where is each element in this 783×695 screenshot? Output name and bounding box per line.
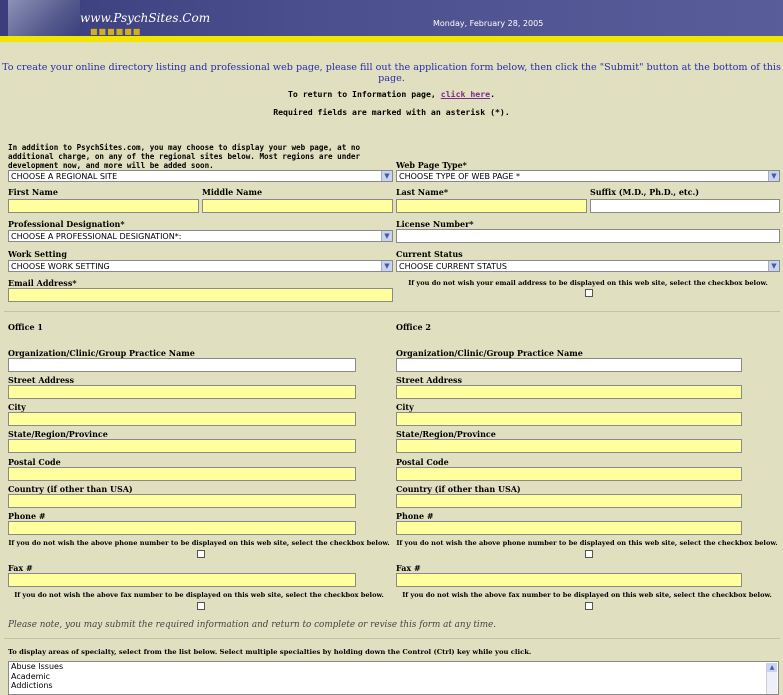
logo-image <box>8 0 80 36</box>
office1-phone-label: Phone # <box>8 511 46 521</box>
last-name-input[interactable] <box>396 199 587 213</box>
last-name-label: Last Name* <box>396 187 449 197</box>
email-hide-note: If you do not wish your email address to be displayed on this web site, select the checkbox below. <box>408 279 768 287</box>
web-page-type-label: Web Page Type* <box>396 160 467 170</box>
regional-site-value: CHOOSE A REGIONAL SITE <box>11 172 118 181</box>
office2-phone-input[interactable] <box>396 521 742 535</box>
office1-city-label: City <box>8 402 26 412</box>
suffix-label: Suffix (M.D., Ph.D., etc.) <box>590 187 700 197</box>
office1-phone-note: If you do not wish the above phone number to be displayed on this web site, select the checkbox below. <box>8 539 390 547</box>
office1-fax-label: Fax # <box>8 563 33 573</box>
office2-country-input[interactable] <box>396 494 742 508</box>
chevron-down-icon: ▼ <box>381 231 392 241</box>
office1-org-input[interactable] <box>8 358 356 372</box>
office1-phone-input[interactable] <box>8 521 356 535</box>
middle-name-input[interactable] <box>202 199 393 213</box>
office2-title: Office 2 <box>396 322 431 332</box>
specialty-option[interactable]: Abuse Issues <box>11 662 64 671</box>
office2-phone-note: If you do not wish the above phone number to be displayed on this web site, select the checkbox below. <box>396 539 778 547</box>
office1-fax-hide-checkbox[interactable] <box>197 602 205 610</box>
email-label: Email Address* <box>8 278 77 288</box>
regional-site-select[interactable] <box>8 170 393 182</box>
middle-name-label: Middle Name <box>202 187 263 197</box>
first-name-label: First Name <box>8 187 58 197</box>
office2-org-input[interactable] <box>396 358 742 372</box>
designation-select[interactable] <box>8 230 393 242</box>
office1-postal-label: Postal Code <box>8 457 61 467</box>
office1-state-input[interactable] <box>8 439 356 453</box>
office2-phone-label: Phone # <box>396 511 434 521</box>
return-info-line <box>0 89 783 99</box>
chevron-down-icon: ▼ <box>381 261 392 271</box>
specialty-option[interactable]: Addictions <box>11 681 53 690</box>
current-status-value: CHOOSE CURRENT STATUS <box>399 262 507 271</box>
specialty-option[interactable]: Academic <box>11 671 51 681</box>
site-name: www.PsychSites.Com <box>80 11 211 25</box>
office1-title: Office 1 <box>8 322 43 332</box>
designation-value: CHOOSE A PROFESSIONAL DESIGNATION*: <box>11 232 182 241</box>
specialty-note: To display areas of specialty, select from the list below. Select multiple specialties by holding down the Control (Ctrl) key while you click. <box>8 648 532 656</box>
office1-org-label: Organization/Clinic/Group Practice Name <box>8 348 195 358</box>
specialty-scrollbar[interactable] <box>766 663 777 695</box>
office2-fax-hide-checkbox[interactable] <box>585 602 593 610</box>
office2-postal-label: Postal Code <box>396 457 449 467</box>
office2-fax-input[interactable] <box>396 573 742 587</box>
office2-state-label: State/Region/Province <box>396 429 496 439</box>
office2-city-label: City <box>396 402 414 412</box>
office2-postal-input[interactable] <box>396 467 742 481</box>
office1-phone-hide-checkbox[interactable] <box>197 550 205 558</box>
office2-state-input[interactable] <box>396 439 742 453</box>
office2-street-label: Street Address <box>396 375 463 385</box>
regional-sites-note: In addition to PsychSites.com, you may choose to display your web page, at no additional charge, on any of the regional sites below. Most regions are under development now, and more will be added soon. <box>8 143 361 170</box>
click-here-link[interactable]: click here <box>440 89 491 99</box>
office1-state-label: State/Region/Province <box>8 429 108 439</box>
office2-street-input[interactable] <box>396 385 742 399</box>
suffix-input[interactable] <box>590 199 780 213</box>
designation-label: Professional Designation* <box>8 219 125 229</box>
office1-fax-note: If you do not wish the above fax number to be displayed on this web site, select the checkbox below. <box>14 591 384 599</box>
license-label: License Number* <box>396 219 474 229</box>
office1-postal-input[interactable] <box>8 467 356 481</box>
current-status-select[interactable] <box>396 260 780 272</box>
work-setting-select[interactable] <box>8 260 393 272</box>
chevron-down-icon: ▼ <box>381 171 392 181</box>
web-page-type-select[interactable] <box>396 170 780 182</box>
first-name-input[interactable] <box>8 199 199 213</box>
office1-fax-input[interactable] <box>8 573 356 587</box>
web-page-type-value: CHOOSE TYPE OF WEB PAGE * <box>399 172 520 181</box>
header-stripe <box>0 36 783 42</box>
office2-fax-note: If you do not wish the above fax number to be displayed on this web site, select the checkbox below. <box>402 591 772 599</box>
return-info-suffix: . <box>490 89 496 99</box>
specialty-listbox[interactable] <box>8 661 779 695</box>
email-input[interactable] <box>8 288 393 302</box>
work-setting-label: Work Setting <box>8 249 67 259</box>
logo-dots-decoration: ■■■■■■ <box>90 27 142 36</box>
office2-phone-hide-checkbox[interactable] <box>585 550 593 558</box>
office2-org-label: Organization/Clinic/Group Practice Name <box>396 348 583 358</box>
office1-city-input[interactable] <box>8 412 356 426</box>
office2-fax-label: Fax # <box>396 563 421 573</box>
chevron-up-icon[interactable]: ▲ <box>767 663 777 672</box>
office2-city-input[interactable] <box>396 412 742 426</box>
license-input[interactable] <box>396 229 780 243</box>
chevron-down-icon: ▼ <box>768 261 779 271</box>
header-date: Monday, February 28, 2005 <box>433 19 544 28</box>
office1-country-input[interactable] <box>8 494 356 508</box>
email-hide-checkbox[interactable] <box>585 289 593 297</box>
section-divider <box>4 638 780 639</box>
intro-instructions: To create your online directory listing and professional web page, please fill out the application form below, then click the "Submit" button at the bottom of this page. <box>2 62 781 84</box>
chevron-down-icon: ▼ <box>768 171 779 181</box>
required-fields-note: Required fields are marked with an asterisk (*). <box>273 107 510 117</box>
office2-country-label: Country (if other than USA) <box>396 484 521 494</box>
work-setting-value: CHOOSE WORK SETTING <box>11 262 110 271</box>
office1-street-input[interactable] <box>8 385 356 399</box>
office1-country-label: Country (if other than USA) <box>8 484 133 494</box>
please-note: Please note, you may submit the required information and return to complete or revise this form at any time. <box>8 620 497 630</box>
office1-street-label: Street Address <box>8 375 75 385</box>
current-status-label: Current Status <box>396 249 463 259</box>
section-divider <box>4 311 780 312</box>
return-info-text: To return to Information page, <box>287 89 441 99</box>
